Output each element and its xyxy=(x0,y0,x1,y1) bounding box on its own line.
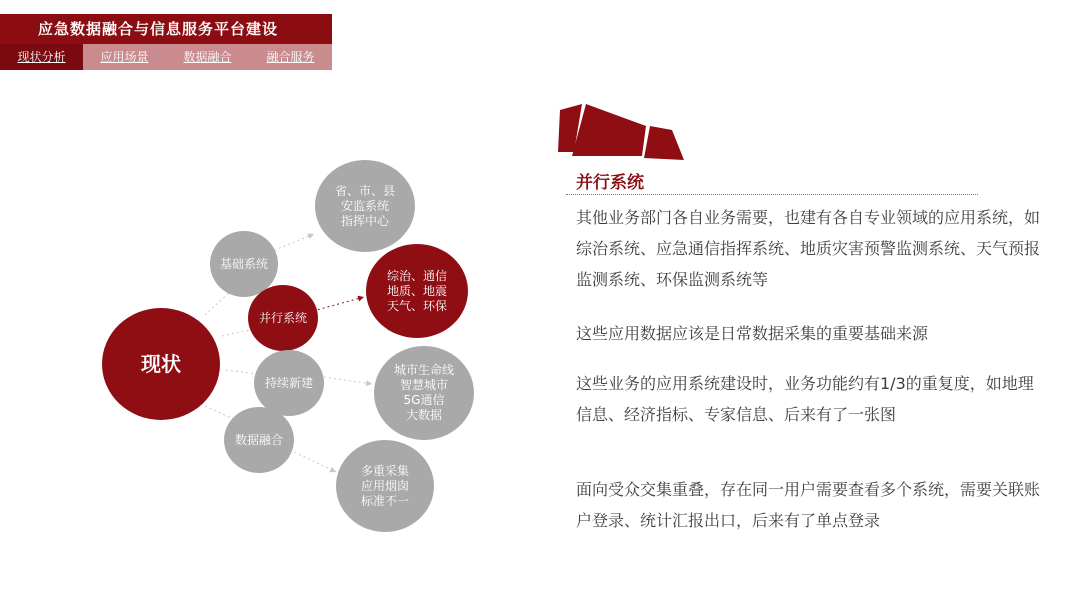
target-node-fusion: 多重采集 应用烟囱 标准不一 xyxy=(336,440,434,532)
tab-status-analysis[interactable]: 现状分析 xyxy=(0,44,83,70)
center-node: 现状 xyxy=(102,308,220,420)
target-node-basic: 省、市、县 安监系统 指挥中心 xyxy=(315,160,415,252)
connector-center-basic xyxy=(205,290,232,315)
branch-node-fusion: 数据融合 xyxy=(224,407,294,473)
decorative-shape-icon xyxy=(558,104,688,164)
target-node-parallel: 综治、通信 地质、地震 天气、环保 xyxy=(366,244,468,338)
section-title: 并行系统 xyxy=(576,173,644,193)
page-title: 应急数据融合与信息服务平台建设 xyxy=(0,14,332,44)
paragraph-4: 面向受众交集重叠，存在同一用户需要查看多个系统，需要关联账户登录、统计汇报出口，后来有了单点登录 xyxy=(576,480,1041,530)
tab-fusion-services[interactable]: 融合服务 xyxy=(249,44,332,70)
branch-node-basic: 基础系统 xyxy=(210,231,278,297)
paragraph-2: 这些应用数据应该是日常数据采集的重要基础来源 xyxy=(576,324,929,343)
tab-application-scenarios[interactable]: 应用场景 xyxy=(83,44,166,70)
paragraph-1: 其他业务部门各自业务需要，也建有各自专业领域的应用系统，如综治系统、应急通信指挥系统、地质灾害预警监测系统、天气预报监测系统、环保监测系统等 xyxy=(576,208,1041,289)
connector-fusion-target xyxy=(290,450,336,472)
target-node-new: 城市生命线 智慧城市 5G通信 大数据 xyxy=(374,346,474,440)
connector-center-new xyxy=(226,370,258,374)
connector-center-parallel xyxy=(222,330,250,336)
branch-node-parallel: 并行系统 xyxy=(248,285,318,351)
paragraph-3: 这些业务的应用系统建设时，业务功能约有1/3的重复度，如地理信息、经济指标、专家信息、后来有了一张图 xyxy=(576,374,1034,424)
branch-node-new: 持续新建 xyxy=(254,350,324,416)
divider xyxy=(566,194,978,195)
connector-new-target xyxy=(324,377,372,384)
tab-data-fusion[interactable]: 数据融合 xyxy=(166,44,249,70)
connector-parallel-target xyxy=(313,297,364,311)
